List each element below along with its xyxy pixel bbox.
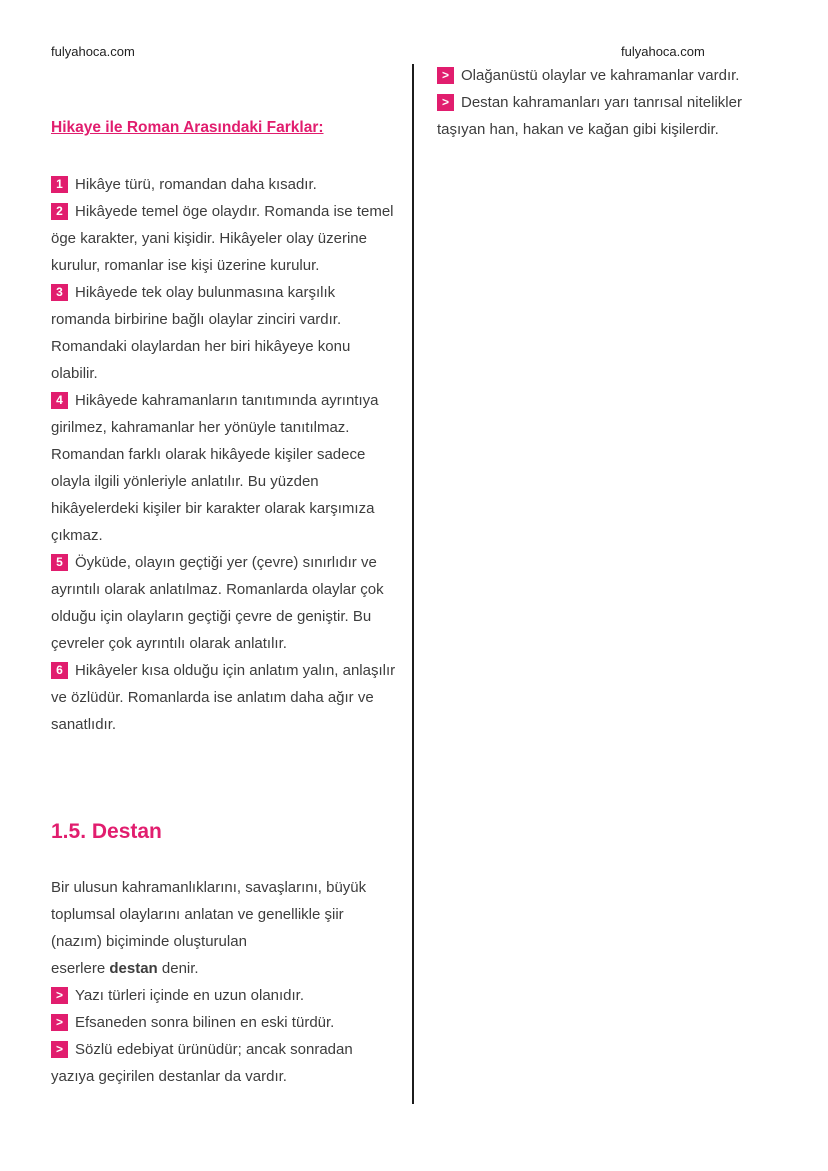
numbered-item <box>51 171 397 198</box>
paragraph-text: eserlere <box>51 960 110 978</box>
column-divider <box>412 64 414 1104</box>
section-title-differences: Hikaye ile Roman Arasındaki Farklar: <box>51 119 324 136</box>
number-badge: 6 <box>51 662 68 679</box>
bold-term-destan: destan <box>109 960 158 978</box>
item-text: Hikâyede temel öge olaydır. Romanda ise temel öge karakter, yani kişidir. Hikâyeler olay üzerine kurulur, romanlar ise kişi üzerine kurulur. <box>51 203 394 274</box>
bullet-item <box>51 1009 397 1036</box>
bullet-item <box>437 62 767 89</box>
paragraph-text: Bir ulusun kahramanlıklarını, savaşlarını, büyük toplumsal olaylarını anlatan ve genellikle şiir (nazım) biçiminde oluşturulan <box>51 879 367 951</box>
item-text: Sözlü edebiyat ürünüdür; ancak sonradan yazıya geçirilen destanlar da vardır. <box>51 1041 353 1086</box>
number-badge: 5 <box>51 554 68 571</box>
item-text: Hikâyeler kısa olduğu için anlatım yalın, anlaşılır ve özlüdür. Romanlarda ise anlatım daha ağır ve sanatlıdır. <box>51 662 396 733</box>
number-badge: 1 <box>51 176 68 193</box>
destan-bullet-list-continued <box>437 62 767 143</box>
item-text: Hikâyede kahramanların tanıtımında ayrıntıya girilmez, kahramanlar her yönüyle tanıtılmaz. Romandan farklı olarak hikâyede kişiler sadece olayla ilgili yönleriyle anlatılır. Bu yüzden hikâyelerdeki kişiler bir karakter olarak karşımıza çıkmaz. <box>51 392 379 544</box>
chevron-bullet-icon: > <box>437 67 454 84</box>
chevron-bullet-icon: > <box>51 987 68 1004</box>
header-right-url: fulyahoca.com <box>621 44 705 59</box>
item-text: Öyküde, olayın geçtiği yer (çevre) sınırlıdır ve ayrıntılı olarak anlatılmaz. Romanlarda olaylar çok olduğu için olayların geçtiği çevre de geniştir. Bu çevreler çok ayrıntılı olarak anlatılır. <box>51 554 384 652</box>
numbered-item <box>51 387 397 549</box>
numbered-item <box>51 279 397 387</box>
section-title-destan: 1.5. Destan <box>51 820 162 843</box>
destan-bullet-list <box>51 982 397 1090</box>
destan-definition-paragraph <box>51 874 397 982</box>
numbered-item <box>51 657 397 738</box>
bullet-item <box>51 982 397 1009</box>
right-column <box>437 62 767 143</box>
item-text: Destan kahramanları yarı tanrısal nitelikler taşıyan han, hakan ve kağan gibi kişilerdir. <box>437 94 742 138</box>
numbered-item <box>51 549 397 657</box>
item-text: Hikâye türü, romandan daha kısadır. <box>75 176 317 193</box>
item-text: Olağanüstü olaylar ve kahramanlar vardır. <box>461 67 740 84</box>
number-badge: 4 <box>51 392 68 409</box>
bullet-item <box>437 89 767 143</box>
paragraph-text: denir. <box>157 960 199 978</box>
chevron-bullet-icon: > <box>51 1041 68 1058</box>
item-text: Hikâyede tek olay bulunmasına karşılık romanda birbirine bağlı olaylar zinciri vardır. Romandaki olaylardan her biri hikâyeye konu olabilir. <box>51 284 351 382</box>
number-badge: 3 <box>51 284 68 301</box>
chevron-bullet-icon: > <box>437 94 454 111</box>
header-left-url: fulyahoca.com <box>51 44 135 59</box>
number-badge: 2 <box>51 203 68 220</box>
bullet-item <box>51 1036 397 1090</box>
chevron-bullet-icon: > <box>51 1014 68 1031</box>
item-text: Yazı türleri içinde en uzun olanıdır. <box>75 987 305 1005</box>
left-column <box>51 114 397 1090</box>
numbered-item <box>51 198 397 279</box>
item-text: Efsaneden sonra bilinen en eski türdür. <box>75 1014 335 1032</box>
